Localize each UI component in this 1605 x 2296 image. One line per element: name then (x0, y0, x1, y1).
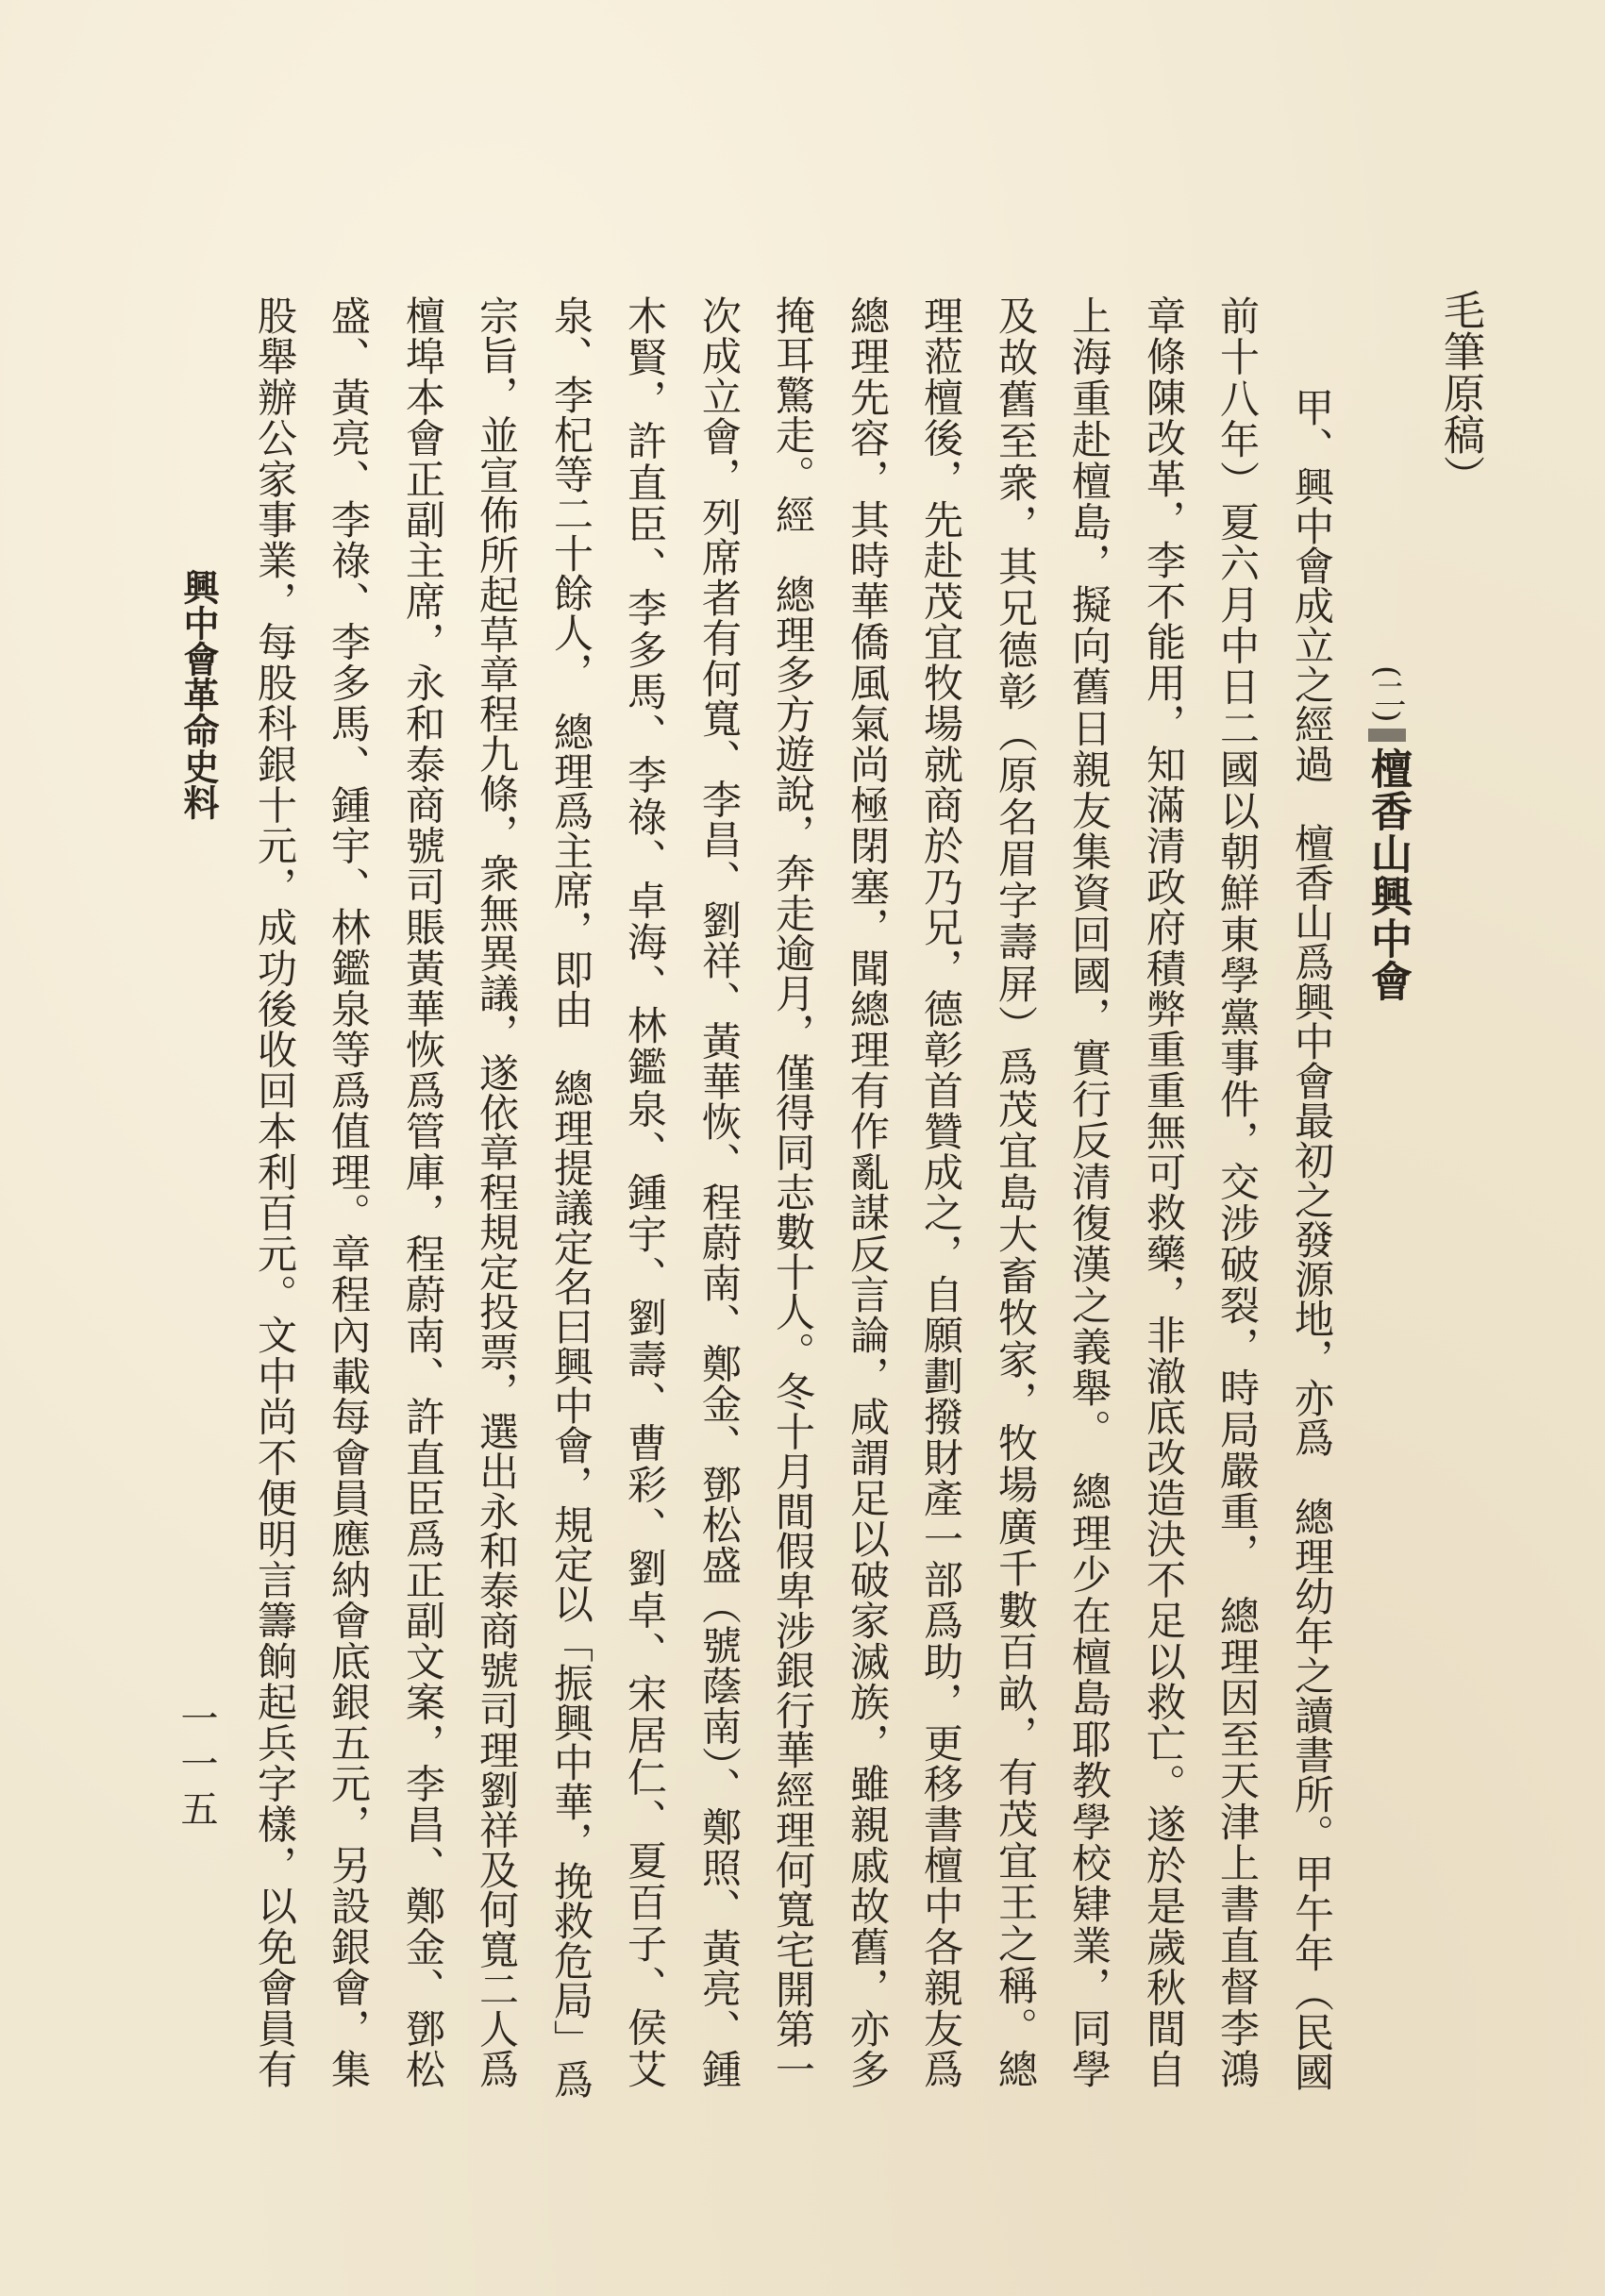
text-column: 檀埠本會正副主席，永和泰商號司賬黃華恢爲管庫，程蔚南、許直臣爲正副文案，李昌、鄭金、鄧松 (400, 295, 446, 2088)
text-column: 上海重赴檀島，擬向舊日親友集資回國，實行反清復漢之義舉。 總理少在檀島耶教學校肄業，同學 (1066, 295, 1112, 2088)
text-column: 理蒞檀後，先赴茂宜牧場就商於乃兄，德彰首贊成之，自願劃撥財產一部爲助，更移書檀中各親友爲 (918, 295, 964, 2088)
text-column: 甲、興中會成立之經過 檀香山爲興中會最初之發源地，亦爲 總理幼年之讀書所。甲午年（民國 (1289, 387, 1335, 2091)
section-title: 檀香山興中會 (1363, 746, 1412, 1002)
text-column: 泉、李杞等二十餘人， 總理爲主席，即由 總理提議定名曰興中會，規定以「振興中華，挽救危局」爲 (548, 295, 594, 2099)
text-column: 股舉辦公家事業，每股科銀十元，成功後收回本利百元。文中尚不便明言籌餉起兵字樣，以免會員有 (252, 295, 298, 2088)
page-number: 一一五 (175, 1699, 218, 1835)
text-column: 及故舊至衆，其兄德彰（原名眉字壽屏）爲茂宜島大畜牧家，牧場廣千數百畝，有茂宜王之稱。總 (993, 295, 1039, 2088)
text-column: 前十八年）夏六月中日二國以朝鮮東學黨事件，交涉破裂，時局嚴重， 總理因至天津上書直督李鴻 (1214, 295, 1261, 2088)
ink-stamp-mark (1368, 729, 1406, 742)
text-column: 總理先容，其時華僑風氣尚極閉塞，聞總理有作亂謀反言論，咸謂足以破家滅族，雖親戚故舊，亦多 (844, 295, 891, 2088)
text-column: 木賢，許直臣、李多馬、李祿、卓海、林鑑泉、鍾宇、劉壽、曹彩、劉卓、宋居仁、夏百子、侯艾 (622, 295, 668, 2088)
section-number: (二) (1368, 665, 1406, 723)
text-column: 掩耳驚走。經 總理多方遊說，奔走逾月，僅得同志數十人。冬十月間假卑涉銀行華經理何寬宅開第一 (770, 295, 816, 2088)
section-heading (1364, 665, 1410, 1002)
text-column: 宗旨，並宣佈所起草章程九條，衆無異議，遂依章程規定投票，選出永和泰商號司理劉祥及何寬二人爲 (474, 295, 520, 2088)
continued-heading: 毛筆原稿） (1436, 289, 1484, 496)
text-column: 章條陳改革，李不能用，知滿清政府積弊重重無可救藥，非澈底改造決不足以救亡。遂於是歲秋間自 (1141, 295, 1187, 2088)
book-title-footer: 興中會革命史料 (177, 569, 220, 820)
text-column: 盛、黃亮、李祿、李多馬、鍾宇、林鑑泉等爲值理。章程內載每會員應納會底銀五元，另設銀會，集 (326, 295, 372, 2088)
text-column: 次成立會，列席者有何寬、李昌、劉祥、黃華恢、程蔚南、鄭金、鄧松盛（號蔭南）、鄭照、黃亮、鍾 (696, 295, 743, 2088)
